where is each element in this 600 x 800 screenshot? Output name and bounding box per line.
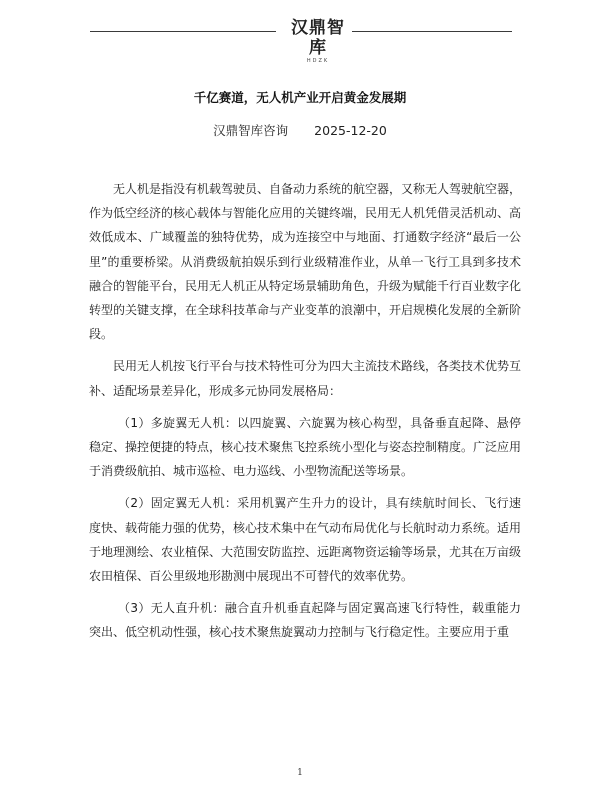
logo <box>286 18 350 65</box>
document-body <box>89 177 521 653</box>
document-meta <box>0 121 600 139</box>
paragraph: （2）固定翼无人机：采用机翼产生升力的设计，具有续航时间长、飞行速度快、载荷能力强的优势，核心技术集中在气动布局优化与长航时动力系统。适用于地理测绘、农业植保、大范围安防监控、远距离物资运输等场景，尤其在万亩级农田植保、百公里级地形勘测中展现出不可替代的效率优势。 <box>89 496 522 584</box>
page-number: 1 <box>297 768 303 778</box>
logo-text: 汉鼎智库 <box>291 18 345 58</box>
logo-subtext: HDZK <box>306 58 330 64</box>
header-rule-right <box>352 31 512 32</box>
paragraph: 无人机是指没有机载驾驶员、自备动力系统的航空器，又称无人驾驶航空器，作为低空经济的核心载体与智能化应用的关键终端，民用无人机凭借灵活机动、高效低成本、广域覆盖的独特优势，成为连接空中与地面、打通数字经济“最后一公里”的重要桥梁。从消费级航拍娱乐到行业级精准作业，从单一飞行工具到多技术融合的智能平台，民用无人机正从特定场景辅助角色，升级为赋能千行百业数字化转型的关键支撑，在全球科技革命与产业变革的浪潮中，开启规模化发展的全新阶段。 <box>89 182 522 342</box>
document-date: 2025-12-20 <box>314 123 387 138</box>
document-author: 汉鼎智库咨询 <box>213 123 289 138</box>
header-rule-left <box>90 31 276 32</box>
paragraph: 民用无人机按飞行平台与技术特性可分为四大主流技术路线，各类技术优势互补、适配场景差异化，形成多元协同发展格局： <box>89 359 522 398</box>
paragraph: （1）多旋翼无人机：以四旋翼、六旋翼为核心构型，具备垂直起降、悬停稳定、操控便捷的特点，核心技术聚焦飞控系统小型化与姿态控制精度。广泛应用于消费级航拍、城市巡检、电力巡线、小型物流配送等场景。 <box>89 415 522 479</box>
page-header <box>0 14 600 64</box>
document-title: 千亿赛道，无人机产业开启黄金发展期 <box>193 90 407 105</box>
paragraph: （3）无人直升机：融合直升机垂直起降与固定翼高速飞行特性，载重能力突出、低空机动性强，核心技术聚焦旋翼动力控制与飞行稳定性。主要应用于重 <box>89 601 521 640</box>
